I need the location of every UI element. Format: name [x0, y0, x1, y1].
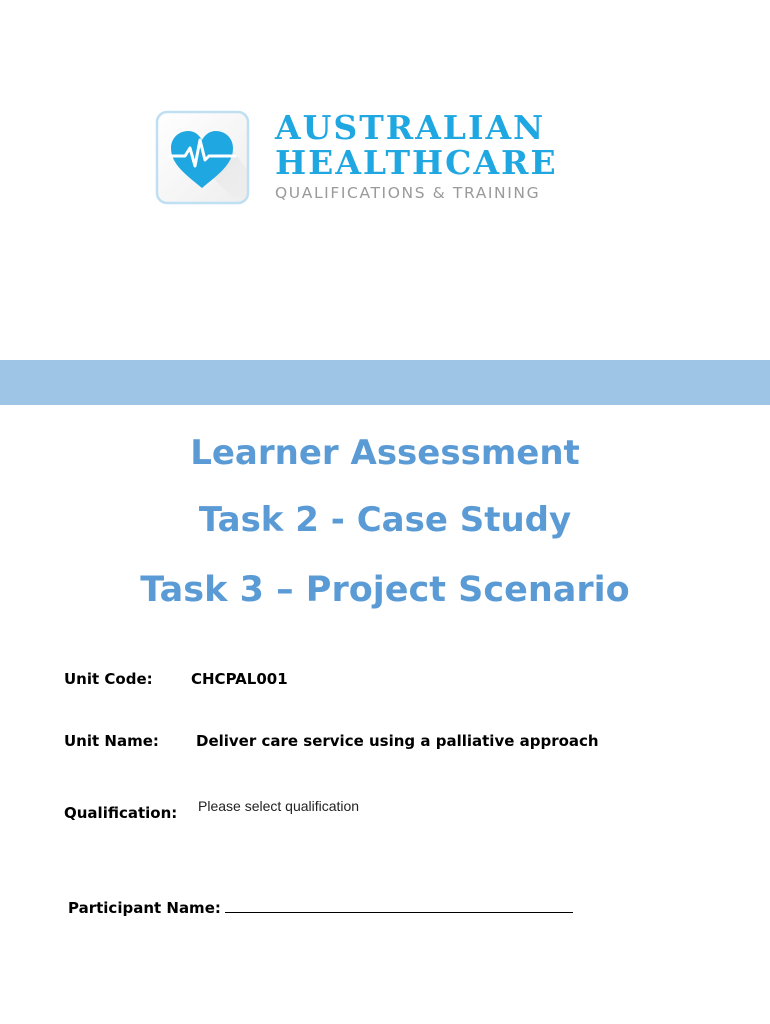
participant-name-row — [68, 898, 573, 917]
logo-line-healthcare: HEALTHCARE — [275, 143, 558, 182]
title-task-3: Task 3 – Project Scenario — [140, 570, 630, 610]
header-band — [0, 360, 770, 405]
qualification-label: Qualification: — [64, 804, 178, 822]
unit-code-label: Unit Code: — [64, 670, 153, 688]
heart-pulse-icon — [155, 110, 250, 205]
logo-line-australian: AUSTRALIAN — [275, 108, 546, 147]
unit-name-value: Deliver care service using a palliative approach — [196, 732, 599, 750]
participant-name-field[interactable] — [225, 898, 573, 913]
logo-tagline: QUALIFICATIONS & TRAINING — [275, 184, 541, 202]
company-logo — [155, 110, 655, 210]
title-task-2: Task 2 - Case Study — [198, 500, 572, 540]
logo-text — [275, 110, 655, 202]
qualification-select[interactable]: Please select qualification — [198, 798, 360, 814]
unit-name-label: Unit Name: — [64, 732, 159, 750]
unit-code-value: CHCPAL001 — [191, 670, 288, 688]
title-learner-assessment: Learner Assessment — [190, 433, 580, 473]
participant-name-label: Participant Name: — [68, 899, 221, 917]
